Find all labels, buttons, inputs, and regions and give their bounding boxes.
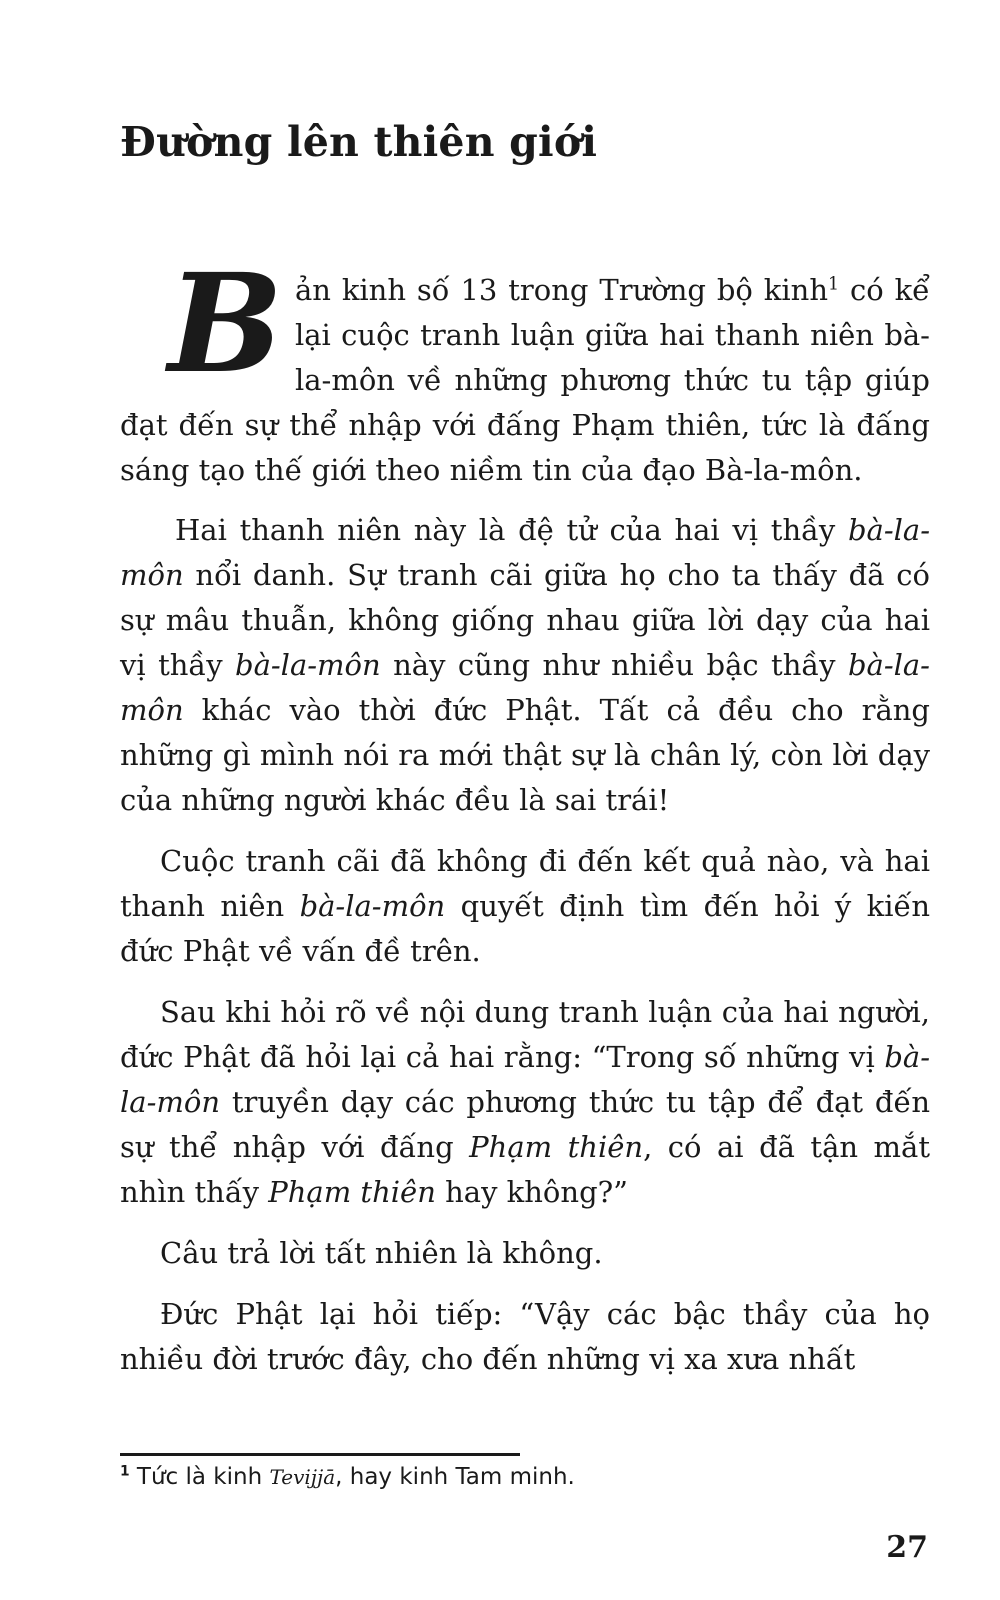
paragraph-2-text-b: nổi danh. Sự tranh cãi giữa họ cho ta thấy đã có sự mâu thuẫn, không giống nhau giữa lời dạy của hai vị thầy [120,558,930,682]
footnote-text-b: , hay kinh Tam minh. [335,1464,575,1490]
paragraph-3-text-b: quyết định tìm đến hỏi ý kiến đức Phật về vấn đề trên. [120,889,931,968]
footnote [120,1462,575,1492]
paragraph-5: Câu trả lời tất nhiên là không. [160,1236,603,1270]
paragraph-3 [120,839,930,974]
body-text [120,244,931,1398]
paragraph-4-text-d: hay không?” [435,1175,629,1209]
paragraph-1-text-b: có kể lại cuộc tranh luận giữa hai thanh niên bà-la-môn về những phương thức tu tập giúp đạt đến sự thể nhập với đấng Phạm thiên, tức là đấng sáng tạo thế giới theo niềm tin của đạo Bà-la-môn. [120,273,930,487]
paragraph-3-italic-1: bà-la-môn [299,889,446,923]
paragraph-2-italic-3: bà-la-môn [120,648,930,727]
footnote-reference: 1 [828,274,840,295]
paragraph-4-text-a: Sau khi hỏi rõ về nội dung tranh luận của hai người, đức Phật đã hỏi lại cả hai rằng: “Trong số những vị [120,995,930,1074]
paragraph-2-text-d: khác vào thời đức Phật. Tất cả đều cho rằng những gì mình nói ra mới thật sự là chân lý, còn lời dạy của những người khác đều là sai trái! [120,693,930,817]
paragraph-2-italic-2: bà-la-môn [235,648,381,682]
paragraph-6: Đức Phật lại hỏi tiếp: “Vậy các bậc thầy của họ nhiều đời trước đây, cho đến những vị xa xưa nhất [120,1297,930,1376]
paragraph-2-text-a: Hai thanh niên này là đệ tử của hai vị thầy [175,513,848,547]
chapter-title: Đường lên thiên giới [120,118,598,166]
paragraph-1-text-a: ản kinh số 13 trong Trường bộ kinh [294,273,828,307]
paragraph-4-italic-2: Phạm thiên [469,1130,644,1164]
paragraph-4-text-c: , có ai đã tận mắt nhìn thấy [120,1130,930,1209]
paragraph-2-italic-1: bà-la-môn [120,513,930,592]
footnote-text-a: Tức là kinh [129,1464,270,1490]
footnote-italic: Tevijjā [269,1465,336,1489]
paragraph-4 [120,990,930,1215]
paragraph-1 [120,244,930,493]
paragraph-4-text-b: truyền dạy các phương thức tu tập để đạt đến sự thể nhập với đấng [120,1085,930,1164]
footnote-marker: 1 [120,1463,130,1480]
dropcap-letter: B [168,244,283,404]
paragraph-3-text-a: Cuộc tranh cãi đã không đi đến kết quả nào, và hai thanh niên [120,844,930,923]
paragraph-2-text-c: này cũng như nhiều bậc thầy [380,648,848,682]
paragraph-4-italic-3: Phạm thiên [268,1175,436,1209]
page-number: 27 [886,1530,928,1565]
paragraph-4-italic-1: bà-la-môn [120,1040,930,1119]
footnote-divider [120,1453,520,1456]
paragraph-2 [120,508,930,823]
